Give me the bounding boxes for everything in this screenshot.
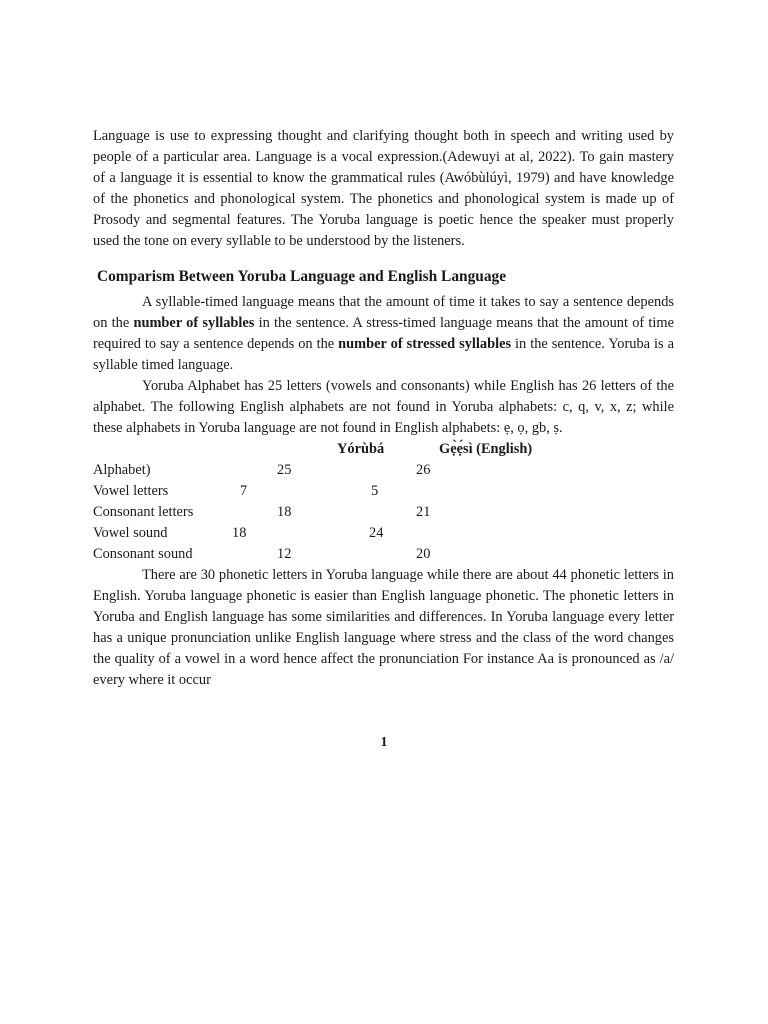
table-row (93, 481, 674, 502)
phonetic-paragraph: There are 30 phonetic letters in Yoruba language while there are about 44 phonetic letters in English. Yoruba language phonetic is easier than English language phonetic. The phonetic letters in Yoruba and English language has some similarities and differences. In Yoruba language every letter has a unique pronunciation unlike English language where stress and the class of the word changes the quality of a vowel in a word hence affect the pronunciation For instance Aa is pronounced as /a/ every where it occur (93, 567, 674, 688)
row-english-value: 26 (416, 462, 431, 478)
row-label: Alphabet) (93, 462, 151, 478)
table-row (93, 460, 674, 481)
row-yoruba-value: 18 (277, 504, 292, 520)
syllable-text-3: in the sentence. Yoruba is a syllable timed language. (93, 336, 674, 373)
row-yoruba-value: 18 (232, 525, 247, 541)
intro-paragraph: Language is use to expressing thought and clarifying thought both in speech and writing used by people of a particular area. Language is a vocal expression.(Adewuyi at al, 2022). To gain mastery of a language it is essential to know the grammatical rules (Awóbùlúyì, 1979) and have knowledge of the phonetics and phonological system. The phonetics and phonological system is made up of Prosody and segmental features. The Yoruba language is poetic hence the speaker must properly used the tone on every syllable to be understood by the listeners. (93, 128, 674, 249)
comparison-table (93, 439, 674, 565)
row-label: Vowel sound (93, 525, 168, 541)
document-page (93, 126, 674, 691)
section-heading: Comparism Between Yoruba Language and English Language (97, 268, 507, 285)
row-english-value: 20 (416, 546, 431, 562)
page-number: 1 (380, 735, 388, 750)
row-label: Consonant letters (93, 504, 194, 520)
syllable-paragraph (93, 292, 674, 376)
row-label: Consonant sound (93, 546, 193, 562)
row-yoruba-value: 12 (277, 546, 292, 562)
header-yoruba: Yórùbá (337, 441, 385, 457)
row-english-value: 24 (369, 525, 384, 541)
row-yoruba-value: 25 (277, 462, 292, 478)
row-label: Vowel letters (93, 483, 169, 499)
table-header-row (93, 439, 674, 460)
row-yoruba-value: 7 (240, 483, 248, 499)
table-row (93, 523, 674, 544)
row-english-value: 5 (371, 483, 379, 499)
alphabet-paragraph: Yoruba Alphabet has 25 letters (vowels and consonants) while English has 26 letters of the alphabet. The following English alphabets are not found in Yoruba alphabets: c, q, v, x, z; while these alphabets in Yoruba language are not found in English alphabets: ẹ, ọ, gb, ṣ. (93, 378, 674, 436)
syllable-text-2: in the sentence. A stress-timed language means that the amount of time required to say a sentence depends on the (93, 315, 674, 352)
row-english-value: 21 (416, 504, 431, 520)
syllable-bold-2: number of stressed syllables (338, 336, 512, 352)
syllable-text-1: A syllable-timed language means that the amount of time it takes to say a sentence depends on the (93, 294, 674, 331)
table-row (93, 544, 674, 565)
table-row (93, 502, 674, 523)
header-english: Gẹ̀ẹ́sì (English) (439, 441, 533, 457)
syllable-bold-1: number of syllables (133, 315, 255, 331)
